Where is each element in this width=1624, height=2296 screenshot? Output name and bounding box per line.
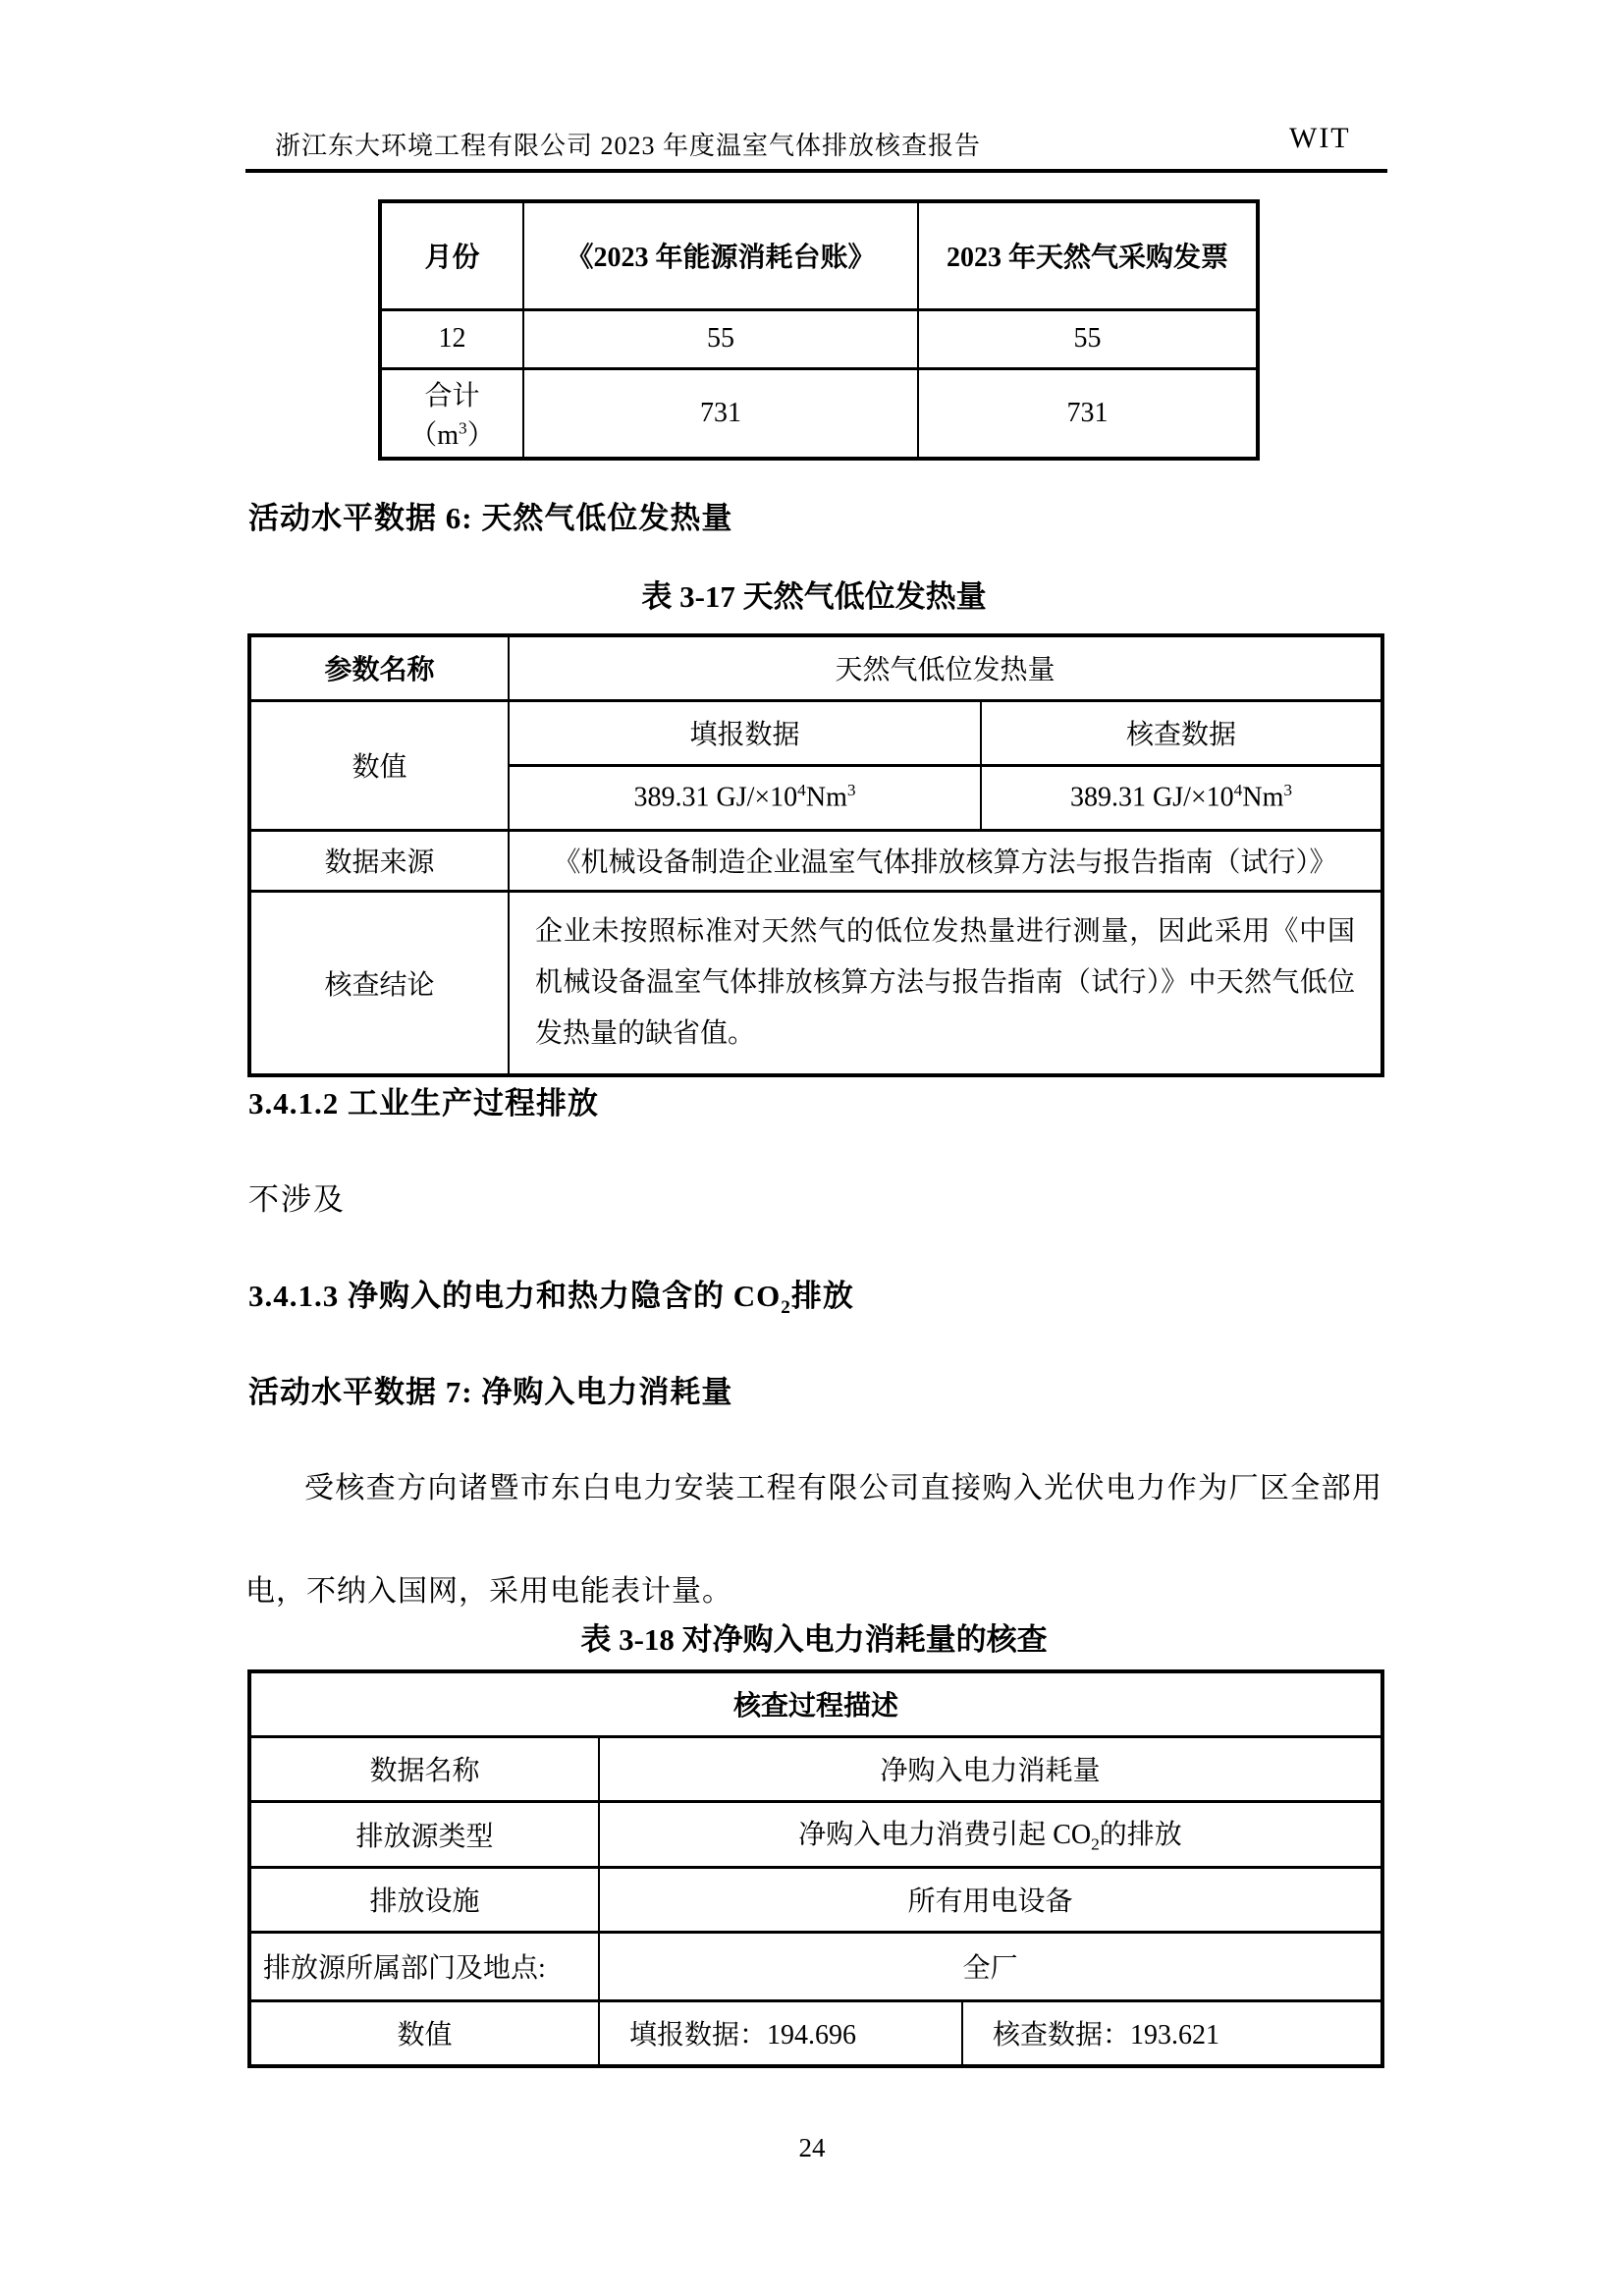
body-paragraph: 受核查方向诸暨市东白电力安装工程有限公司直接购入光伏电力作为厂区全部用电，不纳入国网，采用电能表计量。 xyxy=(245,1472,1382,1608)
table-3-18-caption: 表 3-18 对净购入电力消耗量的核查 xyxy=(580,1622,1048,1657)
source-label: 数据来源 xyxy=(249,830,509,891)
verified-value: 389.31 $GJ/\times 10^4Nm^3$ xyxy=(981,765,1382,830)
department-location-row xyxy=(249,1932,1382,2000)
row-value: 全厂 xyxy=(599,1932,1382,2000)
row-label: 排放设施 xyxy=(249,1867,599,1932)
cell-month: 12 xyxy=(380,309,523,368)
data-name-row xyxy=(249,1736,1382,1801)
value-header-row xyxy=(249,700,1382,765)
header-title: 浙江东大环境工程有限公司 2023 年度温室气体排放核查报告 xyxy=(275,132,982,160)
col-header-ledger: 《2023 年能源消耗台账》 xyxy=(523,201,918,309)
param-value: 天然气低位发热量 xyxy=(509,635,1382,700)
table-header-row xyxy=(380,201,1258,309)
value-label: 数值 xyxy=(249,2000,599,2066)
data-source-row xyxy=(249,830,1382,891)
heading-activity-data-6: 活动水平数据 6: 天然气低位发热量 xyxy=(248,501,733,535)
gas-consumption-table xyxy=(378,199,1260,461)
reported-value: 389.31 $GJ/\times 10^4Nm^3$ xyxy=(509,765,981,830)
reported-value: 填报数据：194.696 xyxy=(599,2000,962,2066)
col-header-month: 月份 xyxy=(380,201,523,309)
row-value: 所有用电设备 xyxy=(599,1867,1382,1932)
conclusion-value: 企业未按照标准对天然气的低位发热量进行测量，因此采用《中国机械设备温室气体排放核算方法与报告指南（试行）》中天然气低位发热量的缺省值。 xyxy=(509,891,1382,1075)
process-header: 核查过程描述 xyxy=(249,1671,1382,1736)
table-3-17 xyxy=(247,633,1384,1077)
cell-invoice: 55 xyxy=(918,309,1258,368)
table-total-row xyxy=(380,368,1258,459)
heading-section-3-4-1-3: 3.4.1.3 净购入的电力和热力隐含的 $CO_2$排放 xyxy=(248,1279,854,1319)
header-logo-text: WIT xyxy=(1289,122,1351,154)
reported-data-header: 填报数据 xyxy=(509,700,981,765)
not-involved-text: 不涉及 xyxy=(248,1182,346,1217)
conclusion-label: 核查结论 xyxy=(249,891,509,1075)
conclusion-row xyxy=(249,891,1382,1075)
table-3-17-caption: 表 3-17 天然气低位发热量 xyxy=(641,579,987,614)
page-number: 24 xyxy=(798,2133,826,2162)
header-rule xyxy=(245,169,1387,173)
cell-total-label: 合计 $(m^3)$ xyxy=(380,368,523,459)
verified-data-header: 核查数据 xyxy=(981,700,1382,765)
source-value: 《机械设备制造企业温室气体排放核算方法与报告指南（试行）》 xyxy=(509,830,1382,891)
heading-activity-data-7: 活动水平数据 7: 净购入电力消耗量 xyxy=(248,1375,733,1409)
heading-section-3-4-1-2: 3.4.1.2 工业生产过程排放 xyxy=(248,1086,599,1121)
row-value: 净购入电力消耗量 xyxy=(599,1736,1382,1801)
process-header-row xyxy=(249,1671,1382,1736)
param-name-row xyxy=(249,635,1382,700)
cell-total-invoice: 731 xyxy=(918,368,1258,459)
row-label: 数据名称 xyxy=(249,1736,599,1801)
table-row xyxy=(380,309,1258,368)
row-value: 净购入电力消费引起 $CO_2$的排放 xyxy=(599,1801,1382,1867)
value-row xyxy=(249,2000,1382,2066)
param-label: 参数名称 xyxy=(249,635,509,700)
col-header-invoice: 2023 年天然气采购发票 xyxy=(918,201,1258,309)
value-label: 数值 xyxy=(249,700,509,830)
row-label: 排放源所属部门及地点: xyxy=(249,1932,599,2000)
cell-ledger: 55 xyxy=(523,309,918,368)
verified-value: 核查数据：193.621 xyxy=(962,2000,1382,2066)
emission-source-type-row xyxy=(249,1801,1382,1867)
row-label: 排放源类型 xyxy=(249,1801,599,1867)
table-3-18 xyxy=(247,1669,1384,2068)
cell-total-ledger: 731 xyxy=(523,368,918,459)
emission-facility-row xyxy=(249,1867,1382,1932)
